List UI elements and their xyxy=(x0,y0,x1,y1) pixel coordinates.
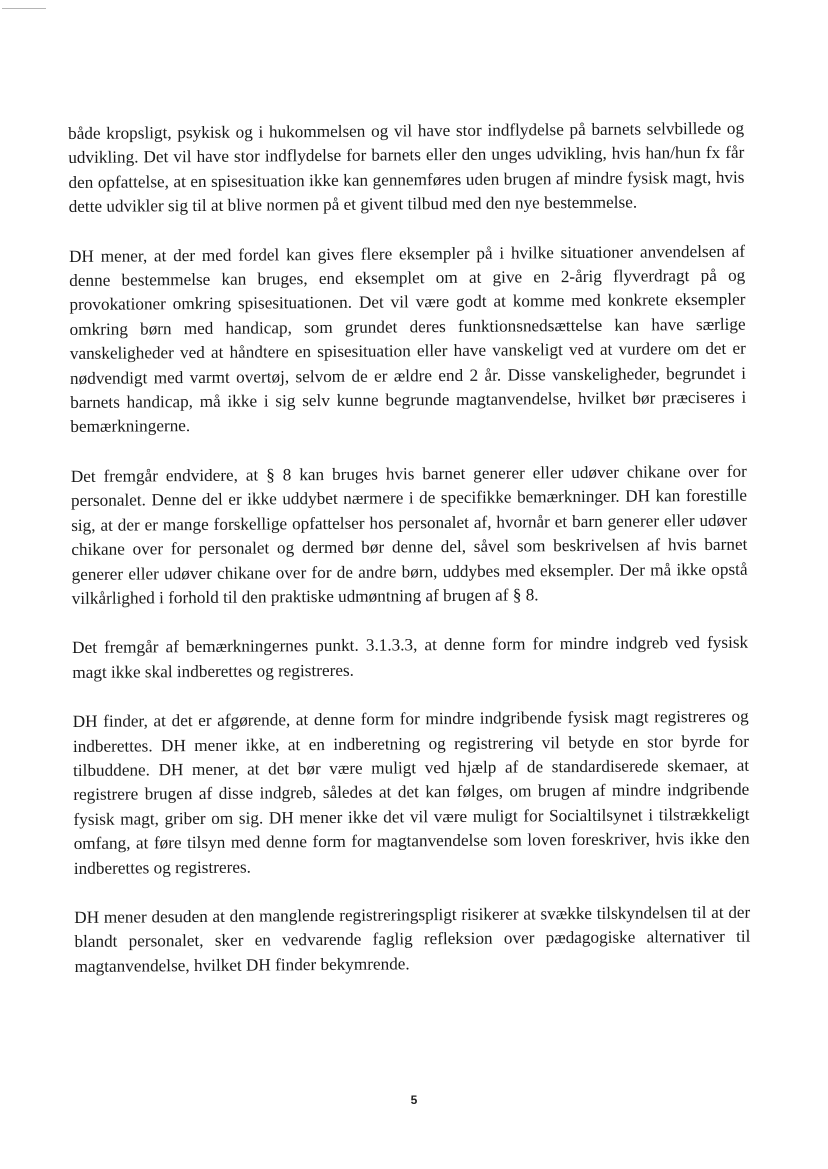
paragraph-1: både kropsligt, psykisk og i hukommelsen og vil have stor indflydelse på barnets selvbillede og udvikling. Det vil have stor indflydelse for barnets eller den unges udvikling, hvis han/hun fx får den opfattelse, at en spisesituation ikke kan gennemføres uden brugen af mindre fysisk magt, hvis dette udvikler sig til at blive normen på et givent tilbud med den nye bestemmelse. xyxy=(68,118,745,217)
paragraph-4: Det fremgår af bemærkningernes punkt. 3.1.3.3, at denne form for mindre indgreb ved fysisk magt ikke skal indberettes og registreres. xyxy=(72,632,749,682)
paragraph-3: Det fremgår endvidere, at § 8 kan bruges hvis barnet generer eller udøver chikane over for personalet. Denne del er ikke uddybet nærmere i de specifikke bemærkninger. DH kan forestille sig, at der er mange forskellige opfattelser hos personalet af, hvornår et barn generer eller udøver chikane over for personalet og dermed bør denne del, såvel som beskrivelsen af hvis barnet generer eller udøver chikane over for de andre børn, uddybes med eksempler. Der må ikke opstå vilkårlighed i forhold til den praktiske udmøntning af brugen af § 8. xyxy=(70,461,748,608)
document-body xyxy=(68,117,751,979)
paragraph-2: DH mener, at der med fordel kan gives flere eksempler på i hvilke situationer anvendelsen af denne bestemmelse kan bruges, end eksemplet om at give en 2-årig flyverdragt på og provokationer omkring spisesituationen. Det vil være godt at komme med konkrete eksempler omkring børn med handicap, som grundet deres funktionsnedsættelse kan have særlige vanskeligheder ved at håndtere en spisesituation eller have vanskeligt ved at vurdere om det er nødvendigt med varmt overtøj, selvom de er ældre end 2 år. Disse vanskeligheder, begrundet i barnets handicap, må ikke i sig selv kunne begrunde magtanvendelse, hvilket bør præciseres i bemærkningerne. xyxy=(68,241,747,437)
page-number: 5 xyxy=(410,1093,418,1107)
paragraph-5: DH finder, at det er afgørende, at denne form for mindre indgribende fysisk magt registreres og indberettes. DH mener ikke, at en indberetning og registrering vil betyde en stor byrde for tilbuddene. DH mener, at det bør være muligt ved hjælp af de standardiserede skemaer, at registrere brugen af disse indgreb, således at det kan følges, om brugen af mindre indgribende fysisk magt, griber om sig. DH mener ikke det vil være muligt for Socialtilsynet i tilstrækkeligt omfang, at føre tilsyn med denne form for magtanvendelse som loven foreskriver, hvis ikke den indberettes og registreres. xyxy=(72,706,750,878)
scan-edge-mark xyxy=(2,8,46,9)
paragraph-6: DH mener desuden at den manglende registreringspligt risikerer at svække tilskyndelsen til at der blandt personalet, sker en vedvarende faglig refleksion over pædagogiske alternativer til magtanvendelse, hvilket DH finder bekymrende. xyxy=(74,902,751,976)
